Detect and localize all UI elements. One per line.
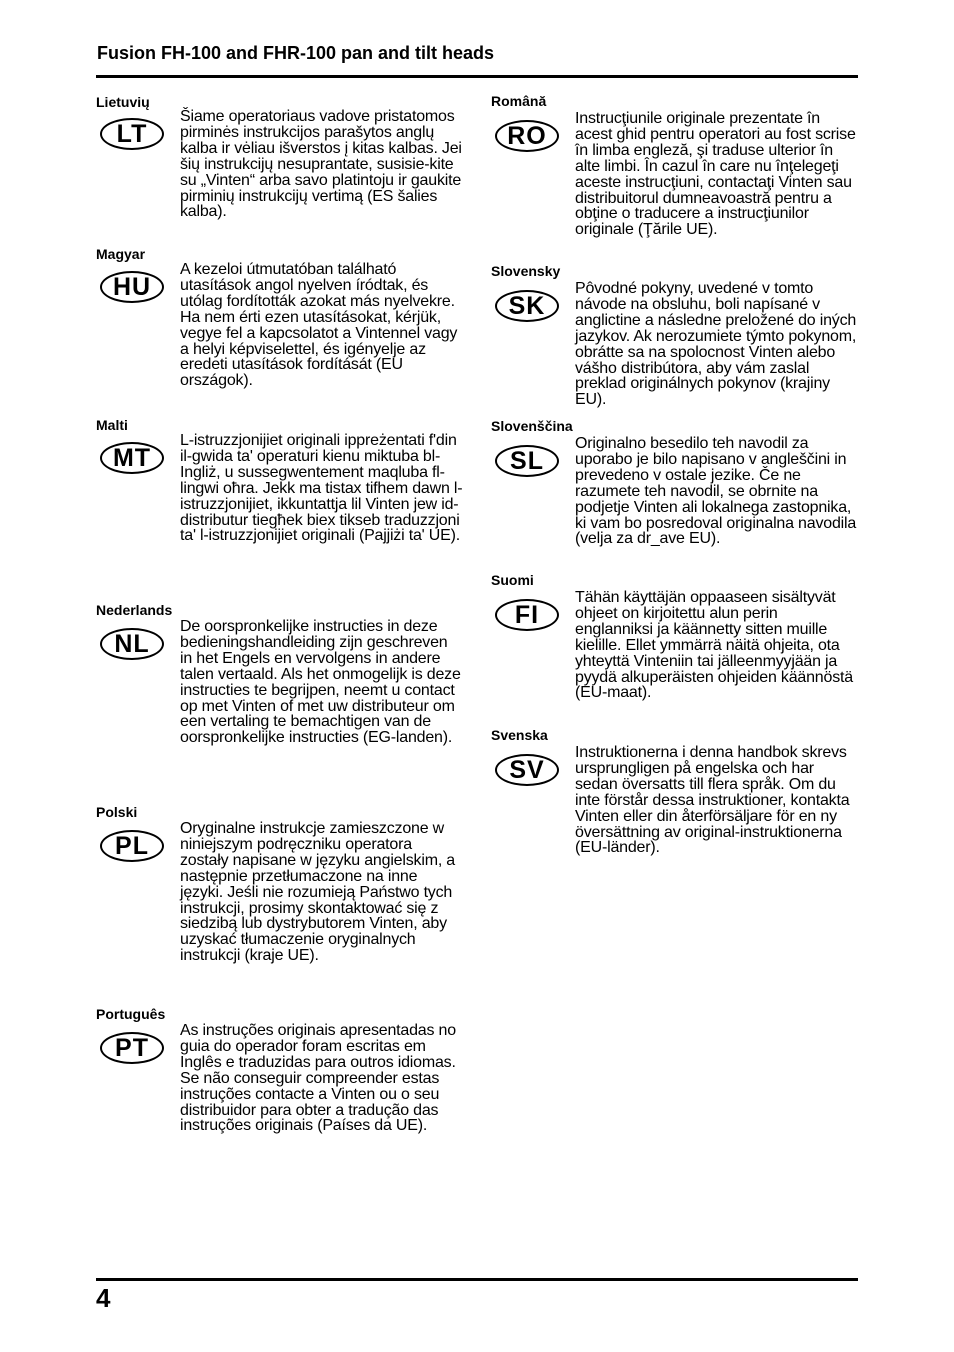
language-notice-text: Instrucţiunile originale prezentate în acest ghid pentru operatori au fost scrise în limba engleză, şi traduse ulterior în alte limbi. În cazul în care nu înţelegeţi aceste instrucţiuni, contactaţi Vinten sau distribuitorul dumneavoastră pentru a obţine o traducere a instrucţiunilor originale (Ţările UE). [575,110,856,239]
language-notice-text: Pôvodné pokyny, uvedené v tomto návode na obsluhu, boli napísané v anglictine a následne preložené do iných jazykov. Ak nerozumiete týmto pokynom, obrátte sa na spolocnost Vinten alebo vášho distribútora, aby vám zaslal preklad originálnych pokynov (krajiny EU). [575,280,857,409]
language-name: Nederlands [96,602,173,618]
language-name: Slovenščina [491,418,573,434]
language-notice-text: De oorspronkelijke instructies in deze bedieningshandleiding zijn geschreven in het Engels en vervolgens in andere talen vertaald. Als het onmogelijk is deze instructies te begrijpen, neemt u contact op met Vinten of met uw distributeur om een vertaling te bemachtigen van de oorspronkelijke instructies (EG-landen). [180,618,461,747]
language-notice-text: Originalno besedilo teh navodil za uporabo je bilo napisano v angleščini in prevedeno v ostale jezike. Če ne razumete teh navodil, se obrnite na podjetje Vinten ali lokalnega zastopnika, ki vam bo posredoval originalna navodila (velja za dr_ave EU). [575,435,857,548]
language-code-badge: LT [100,118,164,150]
language-notice-text: A kezeloi útmutatóban található utasítások angol nyelven íródtak, és utólag fordították azokat más nyelvekre. Ha nem érti ezen utasításokat, kérjük, vegye fel a kapcsolatot a Vintennel vagy a helyi képviselettel, és igényelje az eredeti utasítások fordítását (EU országok). [180,261,458,390]
language-code-badge: PT [100,1032,164,1064]
language-name: Português [96,1006,166,1022]
language-notice-text: Šiame operatoriaus vadove pristatomos pirminės instrukcijos parašytos anglų kalba ir vėliau išverstos į kitas kalbas. Jei šių instrukcijų nesuprantate, susisie-kite su „Vinten“ arba savo platintoju ir gaukite pirminių instrukcijų vertimą (ES šalies kalba). [180,108,462,221]
language-name: Suomi [491,572,534,588]
language-code-badge: SV [495,754,559,786]
language-notice-text: Instruktionerna i denna handbok skrevs ursprungligen på engelska och har sedan översatts till flera språk. Om du inte förstår dessa instruktioner, kontakta Vinten eller din återförsäljare för en ny översättning av original-instruktionerna (EU-länder). [575,744,850,857]
language-code-badge: HU [100,271,164,303]
footer-divider [96,1278,858,1281]
language-name: Svenska [491,727,548,743]
language-name: Lietuvių [96,94,150,110]
page-header-title: Fusion FH-100 and FHR-100 pan and tilt heads [97,43,495,63]
language-name: Polski [96,804,138,820]
page-number: 4 [96,1283,111,1313]
header-divider [96,75,858,78]
language-name: Magyar [96,246,146,262]
language-notice-text: Tähän käyttäjän oppaaseen sisältyvät ohjeet on kirjoitettu alun perin englanniksi ja käännetty sitten muille kielille. Ellet ymmärrä näitä ohjeita, ota yhteyttä Vinteniin tai jälleenmyyjään ja pyydä alkuperäisten ohjeiden käännöstä (EU-maat). [575,589,853,702]
language-notice-text: L-istruzzjonijiet originali ippreżentati f'din il-gwida ta' operaturi kienu miktuba bl-Ingliż, u sussegwentement maqluba fl-lingwi oħra. Jekk ma tistax tifhem dawn l-istruzzjonijiet, ikkuntattja lil Vinten jew id-distributur tiegħek biex tikseb traduzzjoni ta' l-istruzzjonijiet originali (Pajjiżi ta' UE). [180,432,463,545]
language-notice-text: As instruções originais apresentadas no guia do operador foram escritas em Inglês e traduzidas para outros idiomas. Se não conseguir compreender estas instruções contacte a Vinten ou o seu distribuidor para obter a tradução das instruções originais (Países da UE). [180,1022,456,1135]
language-code-badge: FI [495,599,559,631]
language-code-badge: RO [495,120,559,152]
language-name: Slovensky [491,263,561,279]
language-code-badge: MT [100,442,164,474]
language-code-badge: SL [495,445,559,477]
language-code-badge: PL [100,830,164,862]
language-code-badge: SK [495,290,559,322]
language-notice-text: Oryginalne instrukcje zamieszczone w niniejszym podręczniku operatora zostały napisane w języku angielskim, a następnie przetłumaczone na inne języki. Jeśli nie rozumieją Państwo tych instrukcji, prosimy skontaktować się z siedzibą lub dystrybutorem Vinten, aby uzyskać tłumaczenie oryginalnych instrukcji (kraje UE). [180,820,456,965]
language-code-badge: NL [100,628,164,660]
language-name: Română [491,93,547,109]
language-name: Malti [96,417,128,433]
